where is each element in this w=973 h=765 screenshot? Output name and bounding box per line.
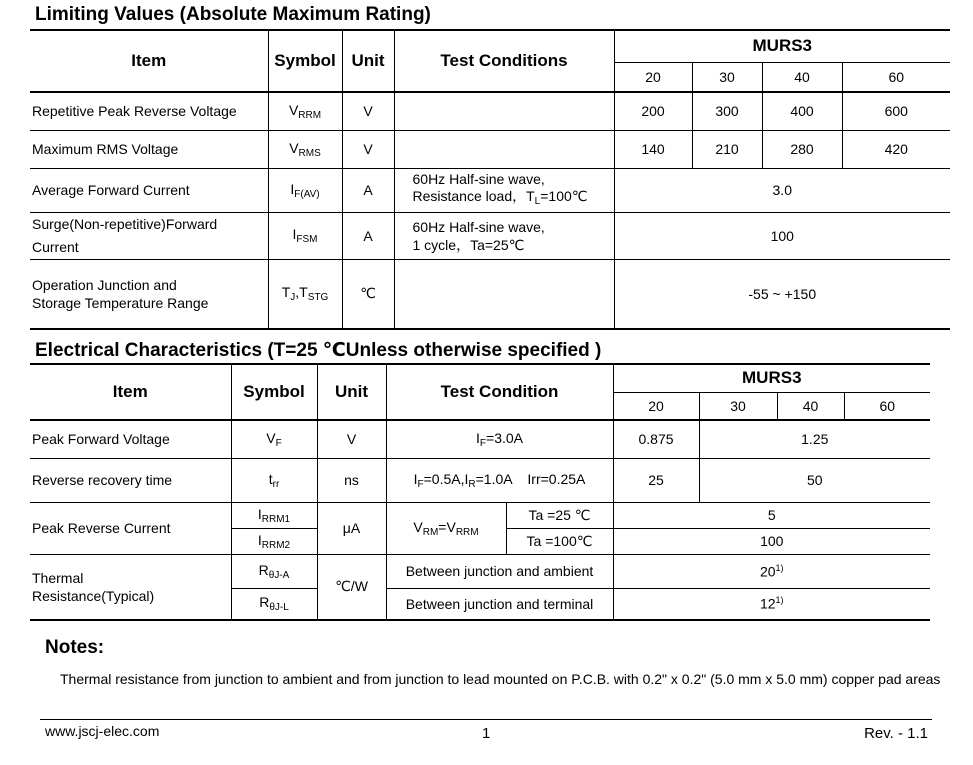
value-all: 20$^{1)}$ xyxy=(613,554,930,588)
test-condition: 60Hz Half-sine wave, Resistance load，$T_L=100℃$ xyxy=(394,168,614,212)
value-20: 0.875 xyxy=(613,420,699,458)
unit: μA xyxy=(317,502,386,554)
value-30: 210 xyxy=(692,130,762,168)
header-part-number: MURS3 xyxy=(614,30,950,62)
value-all: 100 xyxy=(614,212,950,259)
symbol: $t_{rr}$ xyxy=(231,458,317,502)
electrical-characteristics-title: Electrical Characteristics (T=25 ℃Unless otherwise specified ) xyxy=(35,340,602,361)
row-label: Peak Forward Voltage xyxy=(30,420,231,458)
header-symbol: Symbol xyxy=(231,364,317,420)
variant-30: 30 xyxy=(699,392,777,420)
row-label: Peak Reverse Current xyxy=(30,502,231,554)
value-20: 25 xyxy=(613,458,699,502)
notes-heading: Notes: xyxy=(45,637,105,658)
header-unit: Unit xyxy=(317,364,386,420)
variant-20: 20 xyxy=(614,62,692,92)
table-row xyxy=(30,130,950,168)
header-unit: Unit xyxy=(342,30,394,92)
unit: V xyxy=(342,130,394,168)
symbol: $I_{RRM2}$ xyxy=(231,528,317,554)
row-label: Thermal Resistance(Typical) xyxy=(30,554,231,620)
variant-20: 20 xyxy=(613,392,699,420)
table-row xyxy=(30,502,930,528)
symbol: $V_{RRM}$ xyxy=(268,92,342,130)
test-condition xyxy=(394,130,614,168)
variant-40: 40 xyxy=(762,62,842,92)
symbol: $I_{RRM1}$ xyxy=(231,502,317,528)
unit: ns xyxy=(317,458,386,502)
unit: V xyxy=(317,420,386,458)
value-60: 600 xyxy=(842,92,950,130)
value-20: 140 xyxy=(614,130,692,168)
test-condition: 60Hz Half-sine wave, 1 cycle，Ta=25℃ xyxy=(394,212,614,259)
table-row xyxy=(30,92,950,130)
footer-divider xyxy=(40,719,932,720)
value-30: 300 xyxy=(692,92,762,130)
value-40: 280 xyxy=(762,130,842,168)
test-condition xyxy=(394,259,614,329)
variant-40: 40 xyxy=(777,392,844,420)
page-number: 1 xyxy=(482,725,491,742)
variant-60: 60 xyxy=(842,62,950,92)
symbol: $V_{RMS}$ xyxy=(268,130,342,168)
value-all: 5 xyxy=(613,502,930,528)
limiting-values-table xyxy=(30,29,950,330)
header-item: Item xyxy=(30,30,268,92)
row-label: Operation Junction and Storage Temperature Range xyxy=(30,259,268,329)
header-part-number: MURS3 xyxy=(613,364,930,392)
value-40: 400 xyxy=(762,92,842,130)
table-row xyxy=(30,168,950,212)
symbol: $R_{\theta J-A}$ xyxy=(231,554,317,588)
notes-text: Thermal resistance from junction to ambient and from junction to lead mounted on P.C.B. with 0.2" x 0.2" (5.0 mm x 5.0 mm) copper pad areas xyxy=(60,671,941,687)
table-row xyxy=(30,212,950,259)
test-condition: $I_F=0.5A,I_R=1.0A$ Irr=0.25A xyxy=(386,458,613,502)
header-test-condition: Test Condition xyxy=(386,364,613,420)
temperature-condition: Ta =25 ℃ xyxy=(506,502,613,528)
unit: V xyxy=(342,92,394,130)
value-all: 12$^{1)}$ xyxy=(613,588,930,620)
test-condition: $I_F=3.0A$ xyxy=(386,420,613,458)
value-30-60: 50 xyxy=(699,458,930,502)
table-row xyxy=(30,458,930,502)
header-test-conditions: Test Conditions xyxy=(394,30,614,92)
table-row xyxy=(30,554,930,588)
test-condition: $V_{RM}=V_{RRM}$ xyxy=(386,502,506,554)
variant-30: 30 xyxy=(692,62,762,92)
unit: A xyxy=(342,168,394,212)
row-label: Maximum RMS Voltage xyxy=(30,130,268,168)
revision: Rev. - 1.1 xyxy=(864,725,928,742)
unit: A xyxy=(342,212,394,259)
footer-website: www.jscj-elec.com xyxy=(45,723,160,739)
limiting-values-title: Limiting Values (Absolute Maximum Rating) xyxy=(35,4,431,25)
symbol: $I_{FSM}$ xyxy=(268,212,342,259)
value-60: 420 xyxy=(842,130,950,168)
value-20: 200 xyxy=(614,92,692,130)
unit: ℃ xyxy=(342,259,394,329)
table-row xyxy=(30,259,950,329)
table-row xyxy=(30,420,930,458)
value-all: -55 ~ +150 xyxy=(614,259,950,329)
symbol: $V_F$ xyxy=(231,420,317,458)
header-item: Item xyxy=(30,364,231,420)
unit: ℃/W xyxy=(317,554,386,620)
row-label: Repetitive Peak Reverse Voltage xyxy=(30,92,268,130)
header-symbol: Symbol xyxy=(268,30,342,92)
row-label: Surge(Non-repetitive)Forward Current xyxy=(30,212,268,259)
test-condition xyxy=(394,92,614,130)
symbol: $I_{F(AV)}$ xyxy=(268,168,342,212)
test-condition: Between junction and terminal xyxy=(386,588,613,620)
value-all: 3.0 xyxy=(614,168,950,212)
row-label: Average Forward Current xyxy=(30,168,268,212)
variant-60: 60 xyxy=(844,392,930,420)
symbol: $T_J,T_{STG}$ xyxy=(268,259,342,329)
test-condition: Between junction and ambient xyxy=(386,554,613,588)
electrical-characteristics-table xyxy=(30,363,930,621)
row-label: Reverse recovery time xyxy=(30,458,231,502)
value-30-60: 1.25 xyxy=(699,420,930,458)
temperature-condition: Ta =100℃ xyxy=(506,528,613,554)
value-all: 100 xyxy=(613,528,930,554)
symbol: $R_{\theta J-L}$ xyxy=(231,588,317,620)
